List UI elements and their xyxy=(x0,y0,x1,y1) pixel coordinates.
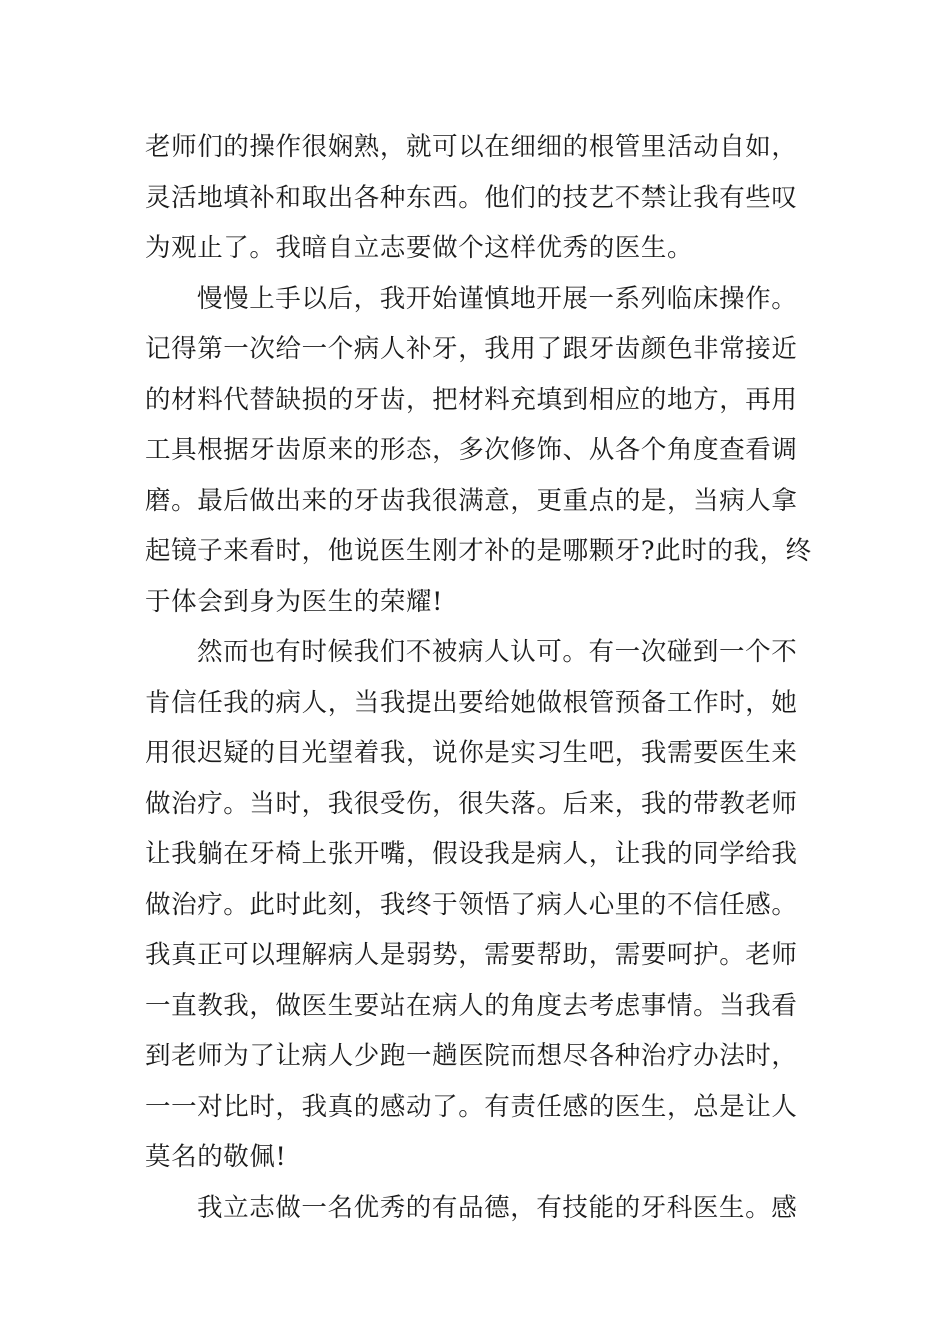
text-line: 用很迟疑的目光望着我，说你是实习生吧，我需要医生来 xyxy=(145,738,798,768)
text-line: 一一对比时，我真的感动了。有责任感的医生，总是让人 xyxy=(145,1091,798,1122)
document-body xyxy=(145,122,810,1233)
text-line: 工具根据牙齿原来的形态，多次修饰、从各个角度查看调 xyxy=(145,435,798,465)
text-line: 我真正可以理解病人是弱势，需要帮助，需要呵护。老师 xyxy=(145,940,798,970)
text-line: 做治疗。当时，我很受伤，很失落。后来，我的带教老师 xyxy=(145,788,798,819)
paragraph-first-line: 慢慢上手以后，我开始谨慎地开展一系列临床操作。 xyxy=(197,283,798,314)
text-line: 的材料代替缺损的牙齿，把材料充填到相应的地方，再用 xyxy=(145,384,798,415)
text-line: 一直教我，做医生要站在病人的角度去考虑事情。当我看 xyxy=(145,990,798,1021)
text-line: 起镜子来看时，他说医生刚才补的是哪颗牙?此时的我，终 xyxy=(145,536,812,566)
text-line: 记得第一次给一个病人补牙，我用了跟牙齿颜色非常接近 xyxy=(145,334,798,364)
text-line: 磨。最后做出来的牙齿我很满意，更重点的是，当病人拿 xyxy=(145,485,798,516)
paragraph-first-line: 然而也有时候我们不被病人认可。有一次碰到一个不 xyxy=(197,637,798,667)
text-line: 灵活地填补和取出各种东西。他们的技艺不禁让我有些叹 xyxy=(145,182,798,213)
text-line: 为观止了。我暗自立志要做个这样优秀的医生。 xyxy=(145,233,694,263)
text-line: 到老师为了让病人少跑一趟医院而想尽各种治疗办法时， xyxy=(145,1041,798,1071)
text-line: 让我躺在牙椅上张开嘴，假设我是病人，让我的同学给我 xyxy=(145,839,798,869)
text-line: 肯信任我的病人，当我提出要给她做根管预备工作时，她 xyxy=(145,687,798,718)
text-line: 老师们的操作很娴熟，就可以在细细的根管里活动自如， xyxy=(145,132,798,162)
text-line: 莫名的敬佩! xyxy=(145,1142,287,1172)
text-line: 做治疗。此时此刻，我终于领悟了病人心里的不信任感。 xyxy=(145,889,798,920)
text-line: 于体会到身为医生的荣耀! xyxy=(145,586,443,617)
paragraph-first-line: 我立志做一名优秀的有品德，有技能的牙科医生。感 xyxy=(197,1192,798,1223)
